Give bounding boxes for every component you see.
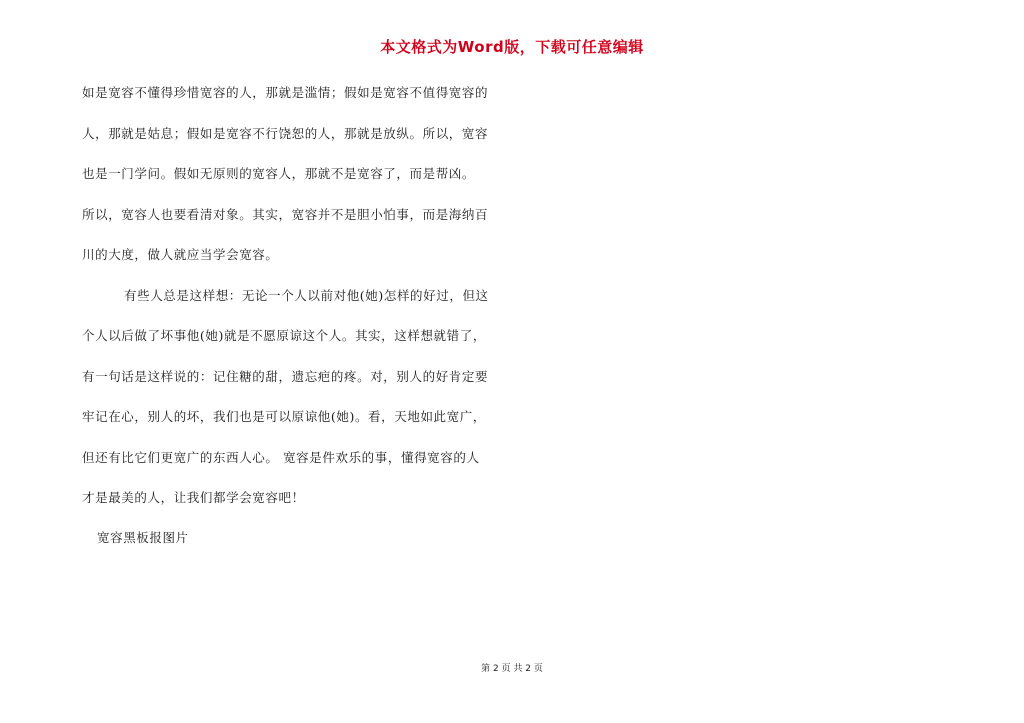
document-banner: 本文格式为Word版，下载可任意编辑 [380, 38, 644, 56]
paragraph-line: 牢记在心，别人的坏，我们也是可以原谅他(她)。看，天地如此宽广， [82, 409, 486, 424]
paragraph-line: 有一句话是这样说的：记住糖的甜，遗忘疤的疼。对，别人的好肯定要 [82, 368, 489, 384]
paragraph-line: 川的大度，做人就应当学会宽容。 [82, 247, 279, 262]
image-caption: 宽容黑板报图片 [97, 530, 189, 545]
paragraph-line: 也是一门学问。假如无原则的宽容人，那就不是宽容了，而是帮凶。 [82, 166, 476, 181]
paragraph-line: 个人以后做了坏事他(她)就是不愿原谅这个人。其实，这样想就错了， [82, 328, 486, 343]
paragraph-line: 才是最美的人，让我们都学会宽容吧！ [82, 490, 305, 505]
paragraph-line: 如是宽容不懂得珍惜宽容的人，那就是滥情；假如是宽容不值得宽容的 [82, 85, 489, 100]
paragraph-line: 人，那就是姑息；假如是宽容不行饶恕的人，那就是放纵。所以，宽容 [82, 125, 489, 141]
paragraph-line: 所以，宽容人也要看清对象。其实，宽容并不是胆小怕事，而是海纳百 [82, 206, 489, 222]
paragraph-line: 有些人总是这样想：无论一个人以前对他(她)怎样的好过，但这 [124, 287, 489, 303]
paragraph-line: 但还有比它们更宽广的东西人心。 宽容是件欢乐的事，懂得宽容的人 [82, 449, 480, 465]
page-number: 第 2 页 共 2 页 [481, 664, 543, 674]
document-body [82, 82, 522, 528]
